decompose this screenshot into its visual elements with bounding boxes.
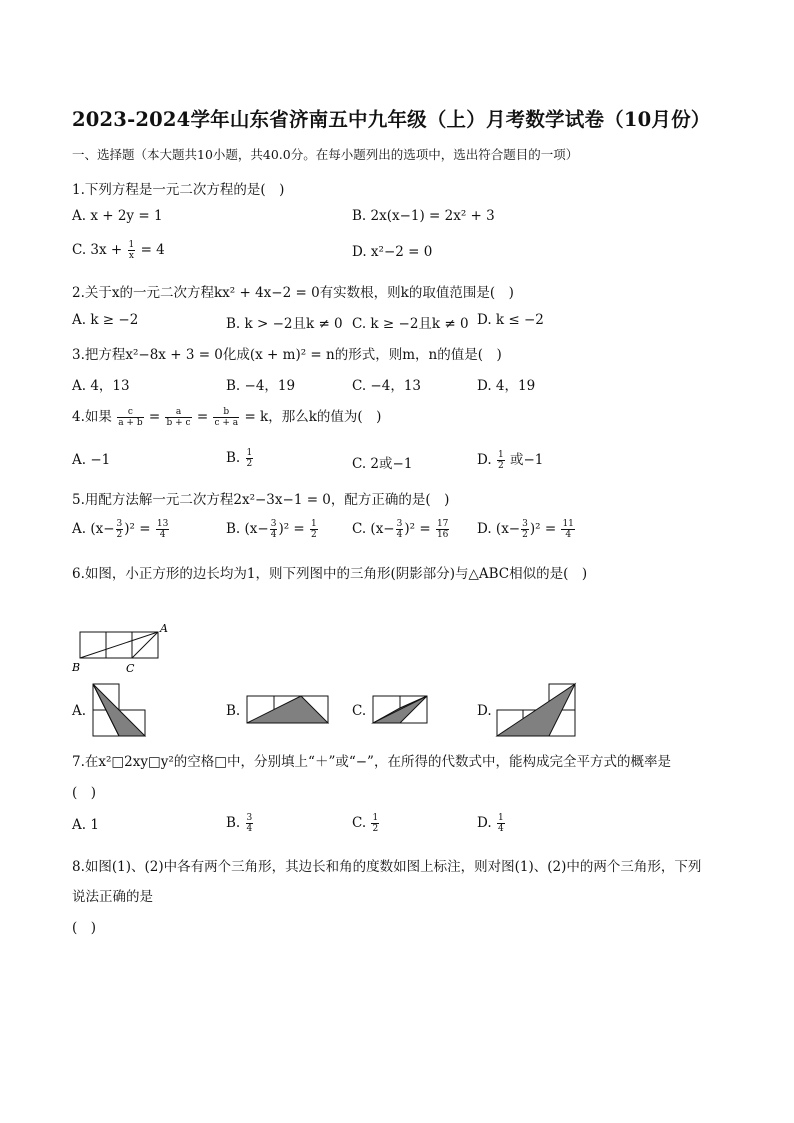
q2-option-d[interactable]: D. k ≤ −2: [477, 312, 544, 328]
fraction-numerator: b: [213, 407, 239, 418]
fraction-denominator: 4: [565, 530, 572, 540]
question-7-stem: 7.在x²□2xy□y²的空格□中，分别填上“＋”或“−”，在所得的代数式中，能构成完全平方式的概率是: [72, 754, 671, 770]
q1-option-a[interactable]: A. x + 2y = 1: [72, 208, 163, 224]
q5-option-c[interactable]: [352, 519, 450, 540]
q1-option-c-fraction: [128, 240, 136, 261]
q6-option-d-label[interactable]: D.: [477, 703, 492, 719]
question-8-stem-line-2: 说法正确的是: [72, 889, 153, 905]
fraction-numerator: 1: [497, 813, 504, 823]
fraction-denominator: 2: [522, 530, 528, 540]
fraction-numerator: c: [117, 407, 143, 418]
fraction-numerator: 1: [128, 240, 135, 250]
question-1-stem: 1.下列方程是一元二次方程的是( ): [72, 182, 285, 198]
question-6-stem: 6.如图，小正方形的边长均为1，则下列图中的三角形(阴影部分)与△ABC相似的是( ): [72, 566, 588, 582]
q3-option-c[interactable]: C. −4，13: [352, 378, 422, 394]
q2-option-a[interactable]: A. k ≥ −2: [72, 312, 139, 328]
q4-option-d[interactable]: [477, 448, 543, 471]
q5-c-frac-1: [396, 519, 404, 540]
fraction-numerator: 3: [116, 519, 123, 529]
q4-option-d-fraction: [497, 450, 505, 471]
fraction-numerator: a: [165, 407, 191, 418]
question-2-stem: 2.关于x的一元二次方程kx² + 4x−2 = 0有实数根，则k的取值范围是( ): [72, 285, 514, 301]
q2-option-c[interactable]: C. k ≥ −2且k ≠ 0: [352, 316, 469, 332]
q4-option-b-fraction: [246, 448, 254, 469]
q6-option-b-figure[interactable]: [246, 695, 330, 725]
q6-option-c-figure[interactable]: [372, 695, 430, 725]
q6-option-a-label[interactable]: A.: [72, 703, 87, 719]
q4-stem-post: = k，那么k的值为( ): [244, 409, 382, 425]
q5-d-mid: )² =: [529, 521, 557, 537]
q3-option-b[interactable]: B. −4，19: [226, 378, 296, 394]
q5-c-mid: )² =: [404, 521, 431, 537]
q5-option-b[interactable]: [226, 519, 319, 540]
q5-b-frac-1: [270, 519, 278, 540]
fraction-numerator: 11: [562, 519, 574, 529]
q4-option-a[interactable]: A. −1: [72, 452, 111, 468]
fraction-denominator: 4: [270, 530, 277, 540]
q1-option-d[interactable]: D. x²−2 = 0: [352, 244, 433, 260]
q4-option-b[interactable]: [226, 448, 254, 469]
q5-a-frac-1: [116, 519, 124, 540]
q5-c-frac-2: [436, 519, 449, 540]
question-5-stem: 5.用配方法解一元二次方程2x²−3x−1 = 0，配方正确的是( ): [72, 492, 450, 508]
q7-option-d-fraction: [497, 813, 505, 834]
vertex-a-label: A: [160, 622, 168, 635]
q6-option-c-label[interactable]: C.: [352, 703, 367, 719]
q1-option-b[interactable]: B. 2x(x−1) = 2x² + 3: [352, 208, 495, 224]
q5-c-pre: C. (x−: [352, 521, 395, 537]
fraction-numerator: 1: [497, 450, 504, 460]
q5-a-pre: A. (x−: [72, 521, 115, 537]
fraction-numerator: 3: [396, 519, 403, 529]
q7-option-c[interactable]: [352, 813, 380, 834]
fraction-numerator: 3: [522, 519, 528, 529]
question-3-stem: 3.把方程x²−8x + 3 = 0化成(x + m)² = n的形式，则m，n的值是( ): [72, 347, 502, 363]
q7-option-a[interactable]: A. 1: [72, 817, 99, 833]
q5-b-mid: )² =: [278, 521, 305, 537]
q6-option-a-figure[interactable]: [92, 683, 148, 739]
q5-option-d[interactable]: [477, 519, 576, 540]
q7-option-b[interactable]: [226, 813, 254, 834]
q4-equals-1: =: [148, 409, 161, 425]
question-8-paren: ( ): [72, 920, 97, 936]
q4-fraction-3: [213, 407, 239, 428]
q5-a-mid: )² =: [124, 521, 151, 537]
q4-fraction-2: [165, 407, 191, 428]
section-heading: 一、选择题（本大题共10小题，共40.0分。在每小题列出的选项中，选出符合题目的一项）: [72, 147, 579, 162]
fraction-denominator: 2: [116, 530, 123, 540]
q7-option-d[interactable]: [477, 813, 506, 834]
fraction-denominator: 2: [311, 530, 317, 540]
fraction-denominator: 2: [372, 824, 379, 834]
fraction-numerator: 1: [311, 519, 317, 529]
q7-option-c-fraction: [371, 813, 379, 834]
fraction-numerator: 17: [436, 519, 449, 529]
q5-option-a[interactable]: [72, 519, 170, 540]
q1-option-c-pre: C. 3x +: [72, 242, 123, 258]
reference-triangle-figure: [72, 620, 182, 675]
fraction-denominator: 4: [159, 530, 166, 540]
fraction-denominator: c + a: [214, 418, 239, 428]
fraction-denominator: 2: [497, 461, 504, 471]
fraction-denominator: 4: [497, 824, 504, 834]
q4-equals-2: =: [196, 409, 209, 425]
fraction-numerator: 3: [246, 813, 253, 823]
fraction-numerator: 3: [270, 519, 277, 529]
fraction-denominator: 2: [246, 459, 253, 469]
q4-option-c[interactable]: C. 2或−1: [352, 456, 413, 472]
question-8-stem-line-1: 8.如图(1)、(2)中各有两个三角形，其边长和角的度数如图上标注，则对图(1)、(2)中的两个三角形，下列: [72, 859, 702, 875]
page-title: 2023-2024学年山东省济南五中九年级（上）月考数学试卷（10月份）: [72, 108, 711, 131]
q1-option-c[interactable]: [72, 240, 165, 261]
fraction-denominator: b + c: [166, 418, 191, 428]
q7-option-b-fraction: [246, 813, 254, 834]
q6-option-b-label[interactable]: B.: [226, 703, 241, 719]
q5-d-frac-1: [521, 519, 529, 540]
q4-fraction-1: [117, 407, 143, 428]
q4-stem-pre: 4.如果: [72, 409, 112, 425]
q2-option-b[interactable]: B. k > −2且k ≠ 0: [226, 316, 343, 332]
question-4-stem: [72, 405, 381, 428]
q3-option-d[interactable]: D. 4，19: [477, 378, 536, 394]
fraction-denominator: 4: [396, 530, 403, 540]
q7-option-c-label: C.: [352, 815, 367, 831]
fraction-numerator: 1: [372, 813, 379, 823]
fraction-denominator: 4: [246, 824, 253, 834]
q4-option-d-post: 或−1: [509, 452, 544, 468]
q5-b-frac-2: [310, 519, 318, 540]
fraction-denominator: a + b: [118, 418, 143, 428]
q1-option-c-post: = 4: [140, 242, 165, 258]
vertex-c-label: C: [126, 662, 135, 675]
q3-option-a[interactable]: A. 4，13: [72, 378, 130, 394]
q4-option-d-label: D.: [477, 452, 492, 468]
q5-b-pre: B. (x−: [226, 521, 269, 537]
q7-option-d-label: D.: [477, 815, 492, 831]
fraction-denominator: 16: [436, 530, 449, 540]
vertex-b-label: B: [72, 661, 81, 674]
fraction-denominator: x: [128, 251, 134, 261]
fraction-numerator: 1: [246, 448, 253, 458]
fraction-numerator: 13: [156, 519, 169, 529]
q5-d-frac-2: [561, 519, 574, 540]
q4-option-b-label: B.: [226, 450, 241, 466]
question-7-paren: ( ): [72, 785, 97, 801]
q7-option-b-label: B.: [226, 815, 241, 831]
q5-d-pre: D. (x−: [477, 521, 521, 537]
q5-a-frac-2: [156, 519, 169, 540]
q6-option-d-figure[interactable]: [496, 683, 580, 739]
